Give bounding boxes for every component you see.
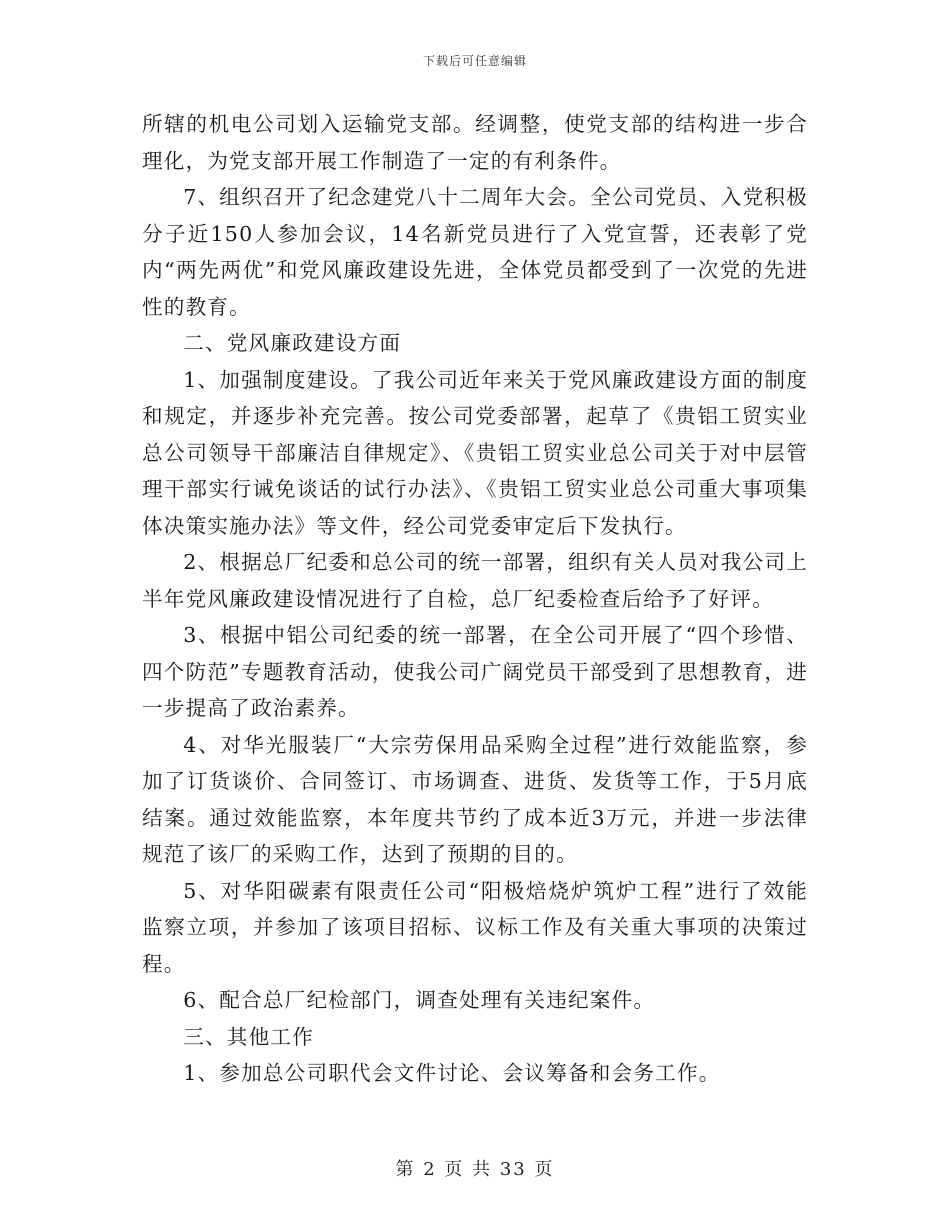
paragraph-item-2: 2、根据总厂纪委和总公司的统一部署，组织有关人员对我公司上半年党风廉政建设情况进行了自检，总厂纪委检查后给予了好评。	[142, 550, 808, 611]
section-heading-2: 二、党风廉政建设方面	[183, 331, 402, 355]
paragraph-item-1: 1、加强制度建设。了我公司近年来关于党风廉政建设方面的制度和规定，并逐步补充完善。按公司党委部署，起草了《贵铝工贸实业总公司领导干部廉洁自律规定》、《贵铝工贸实业总公司关于对中层管理干部实行诫免谈话的试行办法》、《贵铝工贸实业总公司重大事项集体决策实施办法》等文件，经公司党委审定后下发执行。	[142, 367, 808, 538]
section-heading-3: 三、其他工作	[183, 1024, 314, 1049]
paragraph-item-6: 6、配合总厂纪检部门，调查处理有关违纪案件。	[183, 988, 656, 1012]
header-note: 下载后可任意编辑	[422, 54, 527, 68]
paragraph-item-5: 5、对华阳碳素有限责任公司“阳极焙烧炉筑炉工程”进行了效能监察立项，并参加了该项目招标、议标工作及有关重大事项的决策过程。	[142, 878, 808, 976]
page-number: 第 2 页 共 33 页	[395, 1159, 555, 1180]
paragraph-item-3: 3、根据中铝公司纪委的统一部署，在全公司开展了“四个珍惜、四个防范”专题教育活动，使我公司广阔党员干部受到了思想教育，进一步提高了政治素养。	[142, 623, 808, 720]
body-text	[142, 106, 808, 1092]
paragraph-other-1: 1、参加总公司职代会文件讨论、会议筹备和会务工作。	[183, 1061, 721, 1085]
paragraph-item-4: 4、对华光服装厂“大宗劳保用品采购全过程”进行效能监察，参加了订货谈价、合同签订、市场调查、进货、发货等工作，于5月底结案。通过效能监察，本年度共节约了成本近3万元，并进一步法律规范了该厂的采购工作，达到了预期的目的。	[142, 732, 808, 866]
paragraph-continuation: 所辖的机电公司划入运输党支部。经调整，使党支部的结构进一步合理化，为党支部开展工作制造了一定的有利条件。	[142, 112, 808, 173]
paragraph-item-7: 7、组织召开了纪念建党八十二周年大会。全公司党员、入党积极分子近150人参加会议，14名新党员进行了入党宣誓，还表彰了党内“两先两优”和党风廉政建设先进，全体党员都受到了一次党的先进性的教育。	[142, 185, 808, 319]
